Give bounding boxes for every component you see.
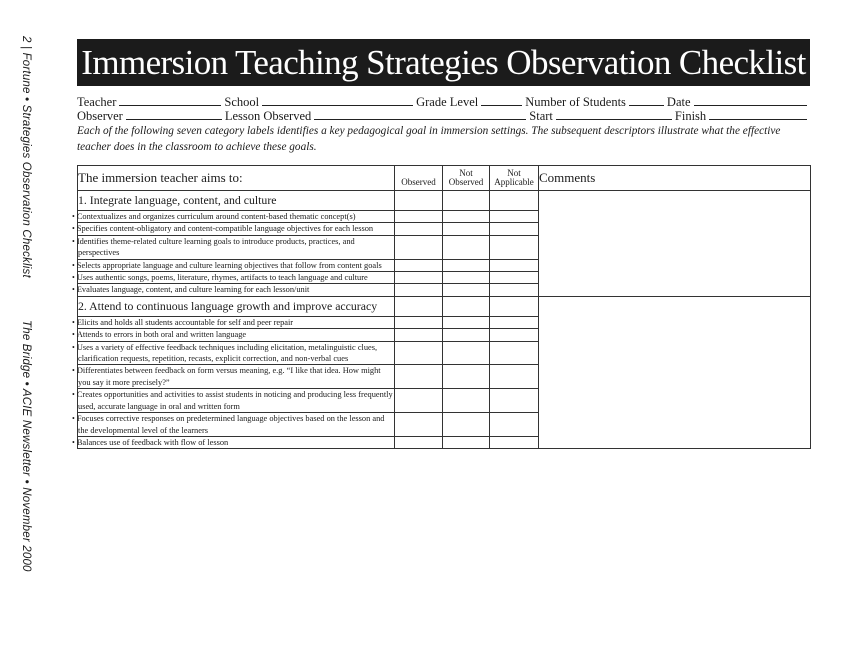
not-applicable-checkbox-cell[interactable] bbox=[490, 191, 539, 211]
finish-label: Finish bbox=[674, 109, 707, 123]
date-label: Date bbox=[666, 95, 691, 109]
not-applicable-checkbox-cell[interactable] bbox=[490, 296, 539, 316]
not-observed-checkbox-cell[interactable] bbox=[443, 235, 490, 259]
not-observed-checkbox-cell[interactable] bbox=[443, 211, 490, 223]
observer-label: Observer bbox=[77, 109, 123, 123]
observed-checkbox-cell[interactable] bbox=[395, 413, 443, 437]
not-observed-checkbox-cell[interactable] bbox=[443, 191, 490, 211]
observed-checkbox-cell[interactable] bbox=[395, 365, 443, 389]
observation-checklist-table bbox=[72, 165, 811, 449]
descriptor-item bbox=[72, 259, 395, 271]
not-observed-checkbox-cell[interactable] bbox=[443, 389, 490, 413]
descriptor-item bbox=[72, 365, 395, 389]
category-title: 2. Attend to continuous language growth and improve accuracy bbox=[78, 296, 395, 316]
not-observed-checkbox-cell[interactable] bbox=[443, 272, 490, 284]
observed-checkbox-cell[interactable] bbox=[395, 191, 443, 211]
descriptor-text: Uses authentic songs, poems, literature, rhymes, artifacts to teach language and culture bbox=[76, 273, 368, 283]
descriptor-text: Elicits and holds all students accountable for self and peer repair bbox=[76, 317, 294, 327]
descriptor-item bbox=[72, 389, 395, 413]
descriptor-item bbox=[72, 211, 395, 223]
observed-checkbox-cell[interactable] bbox=[395, 389, 443, 413]
comments-header: Comments bbox=[539, 166, 811, 191]
not-applicable-checkbox-cell[interactable] bbox=[490, 413, 539, 437]
intro-text: Each of the following seven category labels identifies a key pedagogical goal in immersion settings. The subsequent descriptors illustrate what the effective teacher does in the classroom to achieve these goals. bbox=[77, 125, 781, 153]
observed-header: Observed bbox=[395, 166, 443, 191]
comments-cell[interactable] bbox=[539, 191, 811, 297]
observed-checkbox-cell[interactable] bbox=[395, 235, 443, 259]
descriptor-text: Creates opportunities and activities to assist students in noticing and producing less frequently used, accurate language in oral and written form bbox=[76, 390, 393, 411]
not-observed-checkbox-cell[interactable] bbox=[443, 284, 490, 296]
school-field[interactable] bbox=[262, 95, 413, 106]
observed-checkbox-cell[interactable] bbox=[395, 211, 443, 223]
descriptor-text: Specifies content-obligatory and content-compatible language objectives for each lesson bbox=[76, 224, 374, 234]
school-label: School bbox=[224, 95, 260, 109]
not-applicable-checkbox-cell[interactable] bbox=[490, 259, 539, 271]
observer-field[interactable] bbox=[126, 109, 222, 120]
observed-checkbox-cell[interactable] bbox=[395, 329, 443, 341]
descriptor-text: Selects appropriate language and culture learning objectives that follow from content goals bbox=[76, 260, 382, 270]
not-applicable-checkbox-cell[interactable] bbox=[490, 211, 539, 223]
bullet-icon: • bbox=[72, 366, 77, 376]
not-applicable-checkbox-cell[interactable] bbox=[490, 272, 539, 284]
descriptor-text: Contextualizes and organizes curriculum around content-based thematic concept(s) bbox=[76, 212, 356, 221]
not-observed-checkbox-cell[interactable] bbox=[443, 413, 490, 437]
bullet-icon: • bbox=[72, 330, 77, 340]
observed-checkbox-cell[interactable] bbox=[395, 284, 443, 296]
observed-checkbox-cell[interactable] bbox=[395, 259, 443, 271]
observed-checkbox-cell[interactable] bbox=[395, 341, 443, 365]
not-applicable-checkbox-cell[interactable] bbox=[490, 365, 539, 389]
aims-header: The immersion teacher aims to: bbox=[78, 166, 395, 191]
not-applicable-checkbox-cell[interactable] bbox=[490, 284, 539, 296]
not-observed-checkbox-cell[interactable] bbox=[443, 223, 490, 235]
not-observed-checkbox-cell[interactable] bbox=[443, 316, 490, 328]
descriptor-item bbox=[72, 284, 395, 296]
comments-cell[interactable] bbox=[539, 296, 811, 448]
lesson-observed-label: Lesson Observed bbox=[224, 109, 312, 123]
finish-field[interactable] bbox=[709, 109, 807, 120]
teacher-label: Teacher bbox=[77, 95, 117, 109]
not-applicable-header: Not Applicable bbox=[490, 166, 539, 191]
not-observed-checkbox-cell[interactable] bbox=[443, 259, 490, 271]
teacher-field[interactable] bbox=[119, 95, 221, 106]
header-fields bbox=[77, 95, 810, 123]
not-applicable-checkbox-cell[interactable] bbox=[490, 389, 539, 413]
not-observed-header: Not Observed bbox=[443, 166, 490, 191]
bullet-icon: • bbox=[72, 236, 77, 246]
descriptor-item bbox=[72, 235, 395, 259]
observed-checkbox-cell[interactable] bbox=[395, 223, 443, 235]
bullet-icon: • bbox=[72, 390, 77, 400]
page-title: Immersion Teaching Strategies Observation Checklist bbox=[77, 39, 810, 86]
num-students-field[interactable] bbox=[629, 95, 664, 106]
date-field[interactable] bbox=[694, 95, 807, 106]
side-margin-text bbox=[14, 36, 34, 596]
descriptor-item bbox=[72, 316, 395, 328]
bullet-icon: • bbox=[72, 285, 77, 295]
side-text-top: 2 | Fortune • Strategies Observation Checklist bbox=[20, 36, 32, 278]
bullet-icon: • bbox=[72, 342, 77, 352]
not-observed-checkbox-cell[interactable] bbox=[443, 365, 490, 389]
bullet-icon: • bbox=[72, 260, 77, 270]
descriptor-item bbox=[72, 272, 395, 284]
bullet-icon: • bbox=[72, 437, 77, 447]
descriptor-text: Identifies theme-related culture learning goals to introduce products, practices, and perspectives bbox=[76, 236, 355, 258]
category-row bbox=[78, 191, 811, 211]
observed-checkbox-cell[interactable] bbox=[395, 272, 443, 284]
bullet-icon: • bbox=[72, 317, 77, 327]
descriptor-text: Evaluates language, content, and culture learning for each lesson/unit bbox=[76, 285, 310, 295]
bullet-icon: • bbox=[72, 273, 77, 283]
observed-checkbox-cell[interactable] bbox=[395, 436, 443, 448]
descriptor-item bbox=[72, 436, 395, 448]
not-observed-checkbox-cell[interactable] bbox=[443, 296, 490, 316]
descriptor-text: Uses a variety of effective feedback techniques including elicitation, metalinguistic clues, clarification requests, repetition, recasts, explicit correction, and non-verbal cues bbox=[76, 342, 378, 364]
descriptor-item bbox=[72, 329, 395, 341]
not-applicable-checkbox-cell[interactable] bbox=[490, 223, 539, 235]
table-header-row bbox=[78, 166, 811, 191]
not-applicable-checkbox-cell[interactable] bbox=[490, 341, 539, 365]
descriptor-text: Focuses corrective responses on predetermined language objectives based on the lesson and the developmental level of the learners bbox=[76, 414, 385, 435]
num-students-label: Number of Students bbox=[525, 95, 626, 109]
start-field[interactable] bbox=[556, 109, 672, 120]
not-applicable-checkbox-cell[interactable] bbox=[490, 235, 539, 259]
bullet-icon: • bbox=[72, 224, 77, 234]
descriptor-text: Attends to errors in both oral and written language bbox=[76, 330, 247, 340]
bullet-icon: • bbox=[72, 414, 77, 424]
observed-checkbox-cell[interactable] bbox=[395, 316, 443, 328]
grade-level-field[interactable] bbox=[481, 95, 522, 106]
observed-checkbox-cell[interactable] bbox=[395, 296, 443, 316]
start-label: Start bbox=[529, 109, 553, 123]
not-observed-checkbox-cell[interactable] bbox=[443, 329, 490, 341]
not-applicable-checkbox-cell[interactable] bbox=[490, 316, 539, 328]
descriptor-item bbox=[72, 223, 395, 235]
category-title: 1. Integrate language, content, and culture bbox=[78, 191, 395, 211]
not-observed-checkbox-cell[interactable] bbox=[443, 341, 490, 365]
grade-level-label: Grade Level bbox=[416, 95, 479, 109]
descriptor-item bbox=[72, 413, 395, 437]
not-applicable-checkbox-cell[interactable] bbox=[490, 329, 539, 341]
bullet-icon: • bbox=[72, 212, 77, 221]
descriptor-text: Differentiates between feedback on form versus meaning, e.g. “I like that idea. How might you say it more precisely?” bbox=[76, 366, 381, 387]
side-text-bottom: The Bridge • ACIE Newsletter • November 2000 bbox=[20, 320, 32, 572]
lesson-observed-field[interactable] bbox=[314, 109, 526, 120]
not-applicable-checkbox-cell[interactable] bbox=[490, 436, 539, 448]
descriptor-item bbox=[72, 341, 395, 365]
not-observed-checkbox-cell[interactable] bbox=[443, 436, 490, 448]
descriptor-text: Balances use of feedback with flow of lesson bbox=[76, 437, 229, 447]
category-row bbox=[78, 296, 811, 316]
